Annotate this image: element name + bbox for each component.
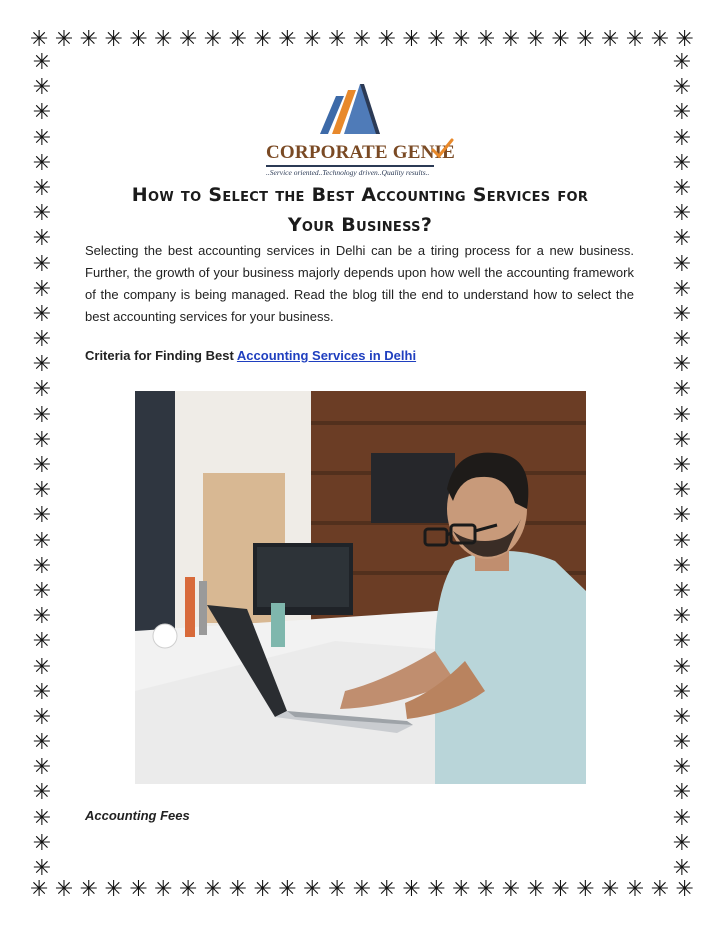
border-star-icon: ✳ bbox=[32, 755, 52, 781]
article-photo bbox=[135, 391, 586, 784]
border-star-icon: ✳ bbox=[427, 27, 446, 52]
border-star-icon: ✳ bbox=[32, 503, 52, 529]
border-star-icon: ✳ bbox=[672, 679, 692, 705]
border-star-icon: ✳ bbox=[32, 100, 52, 126]
border-star-icon: ✳ bbox=[32, 704, 52, 730]
border-star-icon: ✳ bbox=[327, 27, 347, 52]
border-star-icon: ✳ bbox=[672, 553, 692, 579]
border-star-icon: ✳ bbox=[672, 780, 692, 806]
border-star-icon: ✳ bbox=[203, 877, 223, 902]
border-star-icon: ✳ bbox=[253, 27, 272, 52]
border-star-icon: ✳ bbox=[672, 578, 692, 604]
border-star-icon: ✳ bbox=[650, 877, 670, 902]
border-star-icon: ✳ bbox=[672, 75, 692, 101]
border-star-icon: ✳ bbox=[672, 453, 692, 478]
border-star-icon: ✳ bbox=[672, 150, 692, 176]
border-star-icon: ✳ bbox=[32, 453, 52, 478]
criteria-heading bbox=[85, 348, 416, 363]
border-star-icon: ✳ bbox=[32, 578, 52, 604]
criteria-prefix: Criteria for Finding Best bbox=[85, 348, 237, 363]
border-star-icon: ✳ bbox=[672, 226, 692, 252]
border-star-icon: ✳ bbox=[79, 877, 99, 902]
logo-rule bbox=[266, 165, 434, 167]
border-star-icon: ✳ bbox=[377, 877, 397, 902]
border-star-icon: ✳ bbox=[672, 629, 692, 655]
border-star-icon: ✳ bbox=[672, 604, 692, 630]
logo-name: CORPORATE GENIE bbox=[266, 142, 455, 163]
border-star-icon: ✳ bbox=[625, 27, 645, 52]
border-top bbox=[30, 28, 694, 52]
border-star-icon: ✳ bbox=[54, 27, 74, 52]
border-star-icon: ✳ bbox=[32, 276, 52, 302]
border-star-icon: ✳ bbox=[377, 27, 397, 52]
border-star-icon: ✳ bbox=[476, 27, 496, 52]
border-star-icon: ✳ bbox=[32, 856, 52, 881]
border-star-icon: ✳ bbox=[32, 478, 52, 504]
border-star-icon: ✳ bbox=[104, 877, 123, 902]
border-star-icon: ✳ bbox=[625, 877, 645, 902]
border-star-icon: ✳ bbox=[672, 50, 692, 75]
border-star-icon: ✳ bbox=[32, 402, 52, 428]
border-star-icon: ✳ bbox=[672, 805, 692, 831]
border-star-icon: ✳ bbox=[672, 528, 692, 554]
border-star-icon: ✳ bbox=[32, 629, 52, 655]
border-star-icon: ✳ bbox=[32, 175, 52, 201]
border-star-icon: ✳ bbox=[501, 27, 521, 52]
section-heading-accounting-fees: Accounting Fees bbox=[85, 808, 190, 823]
border-star-icon: ✳ bbox=[672, 276, 692, 302]
border-star-icon: ✳ bbox=[672, 427, 692, 453]
border-star-icon: ✳ bbox=[576, 877, 595, 902]
border-star-icon: ✳ bbox=[32, 352, 52, 378]
border-star-icon: ✳ bbox=[32, 377, 52, 403]
border-star-icon: ✳ bbox=[601, 877, 620, 902]
border-right bbox=[670, 52, 694, 880]
border-star-icon: ✳ bbox=[672, 755, 692, 781]
border-star-icon: ✳ bbox=[526, 877, 545, 902]
border-star-icon: ✳ bbox=[79, 27, 99, 52]
border-star-icon: ✳ bbox=[551, 877, 570, 902]
border-star-icon: ✳ bbox=[526, 27, 545, 52]
border-star-icon: ✳ bbox=[427, 877, 446, 902]
border-star-icon: ✳ bbox=[30, 877, 49, 902]
border-star-icon: ✳ bbox=[32, 125, 52, 151]
border-star-icon: ✳ bbox=[672, 856, 692, 881]
border-star-icon: ✳ bbox=[32, 50, 52, 75]
border-star-icon: ✳ bbox=[675, 27, 694, 52]
border-star-icon: ✳ bbox=[650, 27, 670, 52]
border-star-icon: ✳ bbox=[452, 877, 471, 902]
border-star-icon: ✳ bbox=[54, 877, 74, 902]
border-star-icon: ✳ bbox=[672, 251, 692, 277]
border-star-icon: ✳ bbox=[672, 377, 692, 403]
border-star-icon: ✳ bbox=[303, 27, 322, 52]
border-star-icon: ✳ bbox=[672, 704, 692, 730]
border-star-icon: ✳ bbox=[32, 301, 52, 327]
border-star-icon: ✳ bbox=[32, 830, 52, 856]
border-star-icon: ✳ bbox=[402, 27, 421, 52]
border-star-icon: ✳ bbox=[476, 877, 496, 902]
title-line-2: Your Business? bbox=[287, 214, 433, 236]
checkmark-icon bbox=[430, 138, 454, 162]
accounting-services-link[interactable]: Accounting Services in Delhi bbox=[236, 348, 417, 363]
border-star-icon: ✳ bbox=[129, 877, 148, 902]
border-star-icon: ✳ bbox=[672, 327, 692, 353]
border-star-icon: ✳ bbox=[178, 877, 198, 902]
border-star-icon: ✳ bbox=[32, 327, 52, 353]
border-star-icon: ✳ bbox=[32, 780, 52, 806]
border-star-icon: ✳ bbox=[154, 877, 173, 902]
border-star-icon: ✳ bbox=[32, 427, 52, 453]
border-star-icon: ✳ bbox=[601, 27, 620, 52]
border-star-icon: ✳ bbox=[129, 27, 148, 52]
border-star-icon: ✳ bbox=[303, 877, 322, 902]
man-with-laptop-icon bbox=[135, 391, 586, 784]
border-star-icon: ✳ bbox=[32, 201, 52, 227]
border-star-icon: ✳ bbox=[576, 27, 595, 52]
border-star-icon: ✳ bbox=[672, 100, 692, 126]
border-star-icon: ✳ bbox=[672, 830, 692, 856]
border-star-icon: ✳ bbox=[672, 201, 692, 227]
border-star-icon: ✳ bbox=[32, 553, 52, 579]
border-star-icon: ✳ bbox=[327, 877, 347, 902]
border-star-icon: ✳ bbox=[551, 27, 570, 52]
intro-paragraph: Selecting the best accounting services in Delhi can be a tiring process for a new business. Further, the growth of your business majorly depends upon how well the accounting framework of the company is being managed. Read the blog till the end to understand how to select the best accounting services for your business. bbox=[85, 243, 634, 324]
border-star-icon: ✳ bbox=[402, 877, 421, 902]
border-star-icon: ✳ bbox=[32, 805, 52, 831]
border-left bbox=[30, 52, 54, 880]
border-star-icon: ✳ bbox=[278, 877, 297, 902]
border-star-icon: ✳ bbox=[32, 679, 52, 705]
border-star-icon: ✳ bbox=[32, 730, 52, 756]
border-star-icon: ✳ bbox=[32, 251, 52, 277]
border-star-icon: ✳ bbox=[278, 27, 297, 52]
border-star-icon: ✳ bbox=[32, 654, 52, 680]
border-star-icon: ✳ bbox=[32, 150, 52, 176]
border-star-icon: ✳ bbox=[672, 402, 692, 428]
border-star-icon: ✳ bbox=[30, 27, 49, 52]
title-line-1: How to Select the Best Accounting Services for bbox=[131, 184, 589, 206]
border-star-icon: ✳ bbox=[672, 730, 692, 756]
page-title bbox=[80, 180, 640, 240]
border-bottom bbox=[30, 878, 694, 902]
border-star-icon: ✳ bbox=[452, 27, 471, 52]
border-star-icon: ✳ bbox=[32, 226, 52, 252]
border-star-icon: ✳ bbox=[672, 503, 692, 529]
border-star-icon: ✳ bbox=[32, 528, 52, 554]
border-star-icon: ✳ bbox=[672, 175, 692, 201]
corporate-genie-logo bbox=[262, 82, 462, 178]
border-star-icon: ✳ bbox=[672, 654, 692, 680]
border-star-icon: ✳ bbox=[253, 877, 272, 902]
border-star-icon: ✳ bbox=[352, 877, 372, 902]
border-star-icon: ✳ bbox=[154, 27, 173, 52]
logo-tagline: ..Service oriented..Technology driven..Quality results.. bbox=[266, 168, 430, 177]
border-star-icon: ✳ bbox=[672, 125, 692, 151]
border-star-icon: ✳ bbox=[352, 27, 372, 52]
border-star-icon: ✳ bbox=[32, 75, 52, 101]
border-star-icon: ✳ bbox=[228, 877, 248, 902]
border-star-icon: ✳ bbox=[178, 27, 198, 52]
border-star-icon: ✳ bbox=[228, 27, 248, 52]
logo-mark-icon bbox=[314, 82, 384, 138]
border-star-icon: ✳ bbox=[203, 27, 223, 52]
border-star-icon: ✳ bbox=[672, 301, 692, 327]
border-star-icon: ✳ bbox=[104, 27, 123, 52]
border-star-icon: ✳ bbox=[32, 604, 52, 630]
border-star-icon: ✳ bbox=[672, 478, 692, 504]
border-star-icon: ✳ bbox=[672, 352, 692, 378]
border-star-icon: ✳ bbox=[501, 877, 521, 902]
border-star-icon: ✳ bbox=[675, 877, 694, 902]
